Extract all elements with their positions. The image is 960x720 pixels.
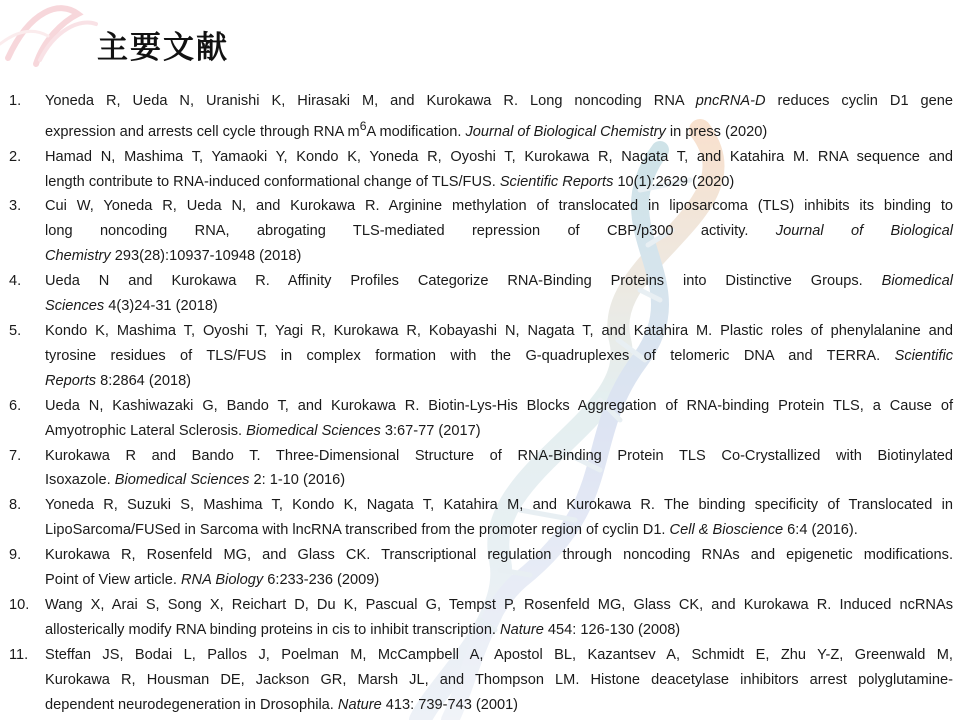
reference-text: long noncoding RNA, abrogating TLS-mediated repression of CBP/p300 activity. (45, 223, 776, 240)
reference-line (45, 294, 953, 319)
reference-text: allosterically modify RNA binding proteins in cis to inhibit transcription. (45, 621, 501, 638)
reference-text: Kondo K, Mashima T, Oyoshi T, Yagi R, Kurokawa R, Kobayashi N, Nagata T, and Katahira M. Plastic roles of phenylalanine and (45, 323, 953, 340)
reference-text: Hamad N, Mashima T, Yamaoki Y, Kondo K, Yoneda R, Oyoshi T, Kurokawa R, Nagata T, and Katahira M. RNA sequence and (45, 148, 953, 165)
reference-number: 4. (9, 273, 22, 290)
reference-line (45, 170, 953, 195)
reference-number: 3. (9, 198, 22, 215)
reference-text: Cui W, Yoneda R, Ueda N, and Kurokawa R. Arginine methylation of translocated in liposarcoma (TLS) inhibits its binding to (45, 198, 953, 215)
journal-name: Chemistry (45, 248, 111, 265)
reference-line (45, 194, 953, 219)
reference-line (45, 518, 953, 543)
reference-number: 8. (9, 497, 22, 514)
reference-number: 1. (9, 93, 22, 109)
reference-line (45, 568, 953, 593)
journal-name: Scientific (894, 347, 953, 364)
reference-text: in press (2020) (665, 123, 768, 140)
reference-line (45, 444, 953, 469)
reference-item (0, 643, 953, 718)
reference-item (0, 444, 953, 494)
reference-item (0, 145, 953, 195)
reference-text: 413: 739-743 (2001) (381, 696, 519, 713)
reference-line (45, 618, 953, 643)
reference-line (45, 468, 953, 493)
reference-number: 7. (9, 447, 22, 464)
reference-text: Point of View article. (45, 572, 182, 589)
reference-line (45, 668, 953, 693)
reference-item (0, 89, 953, 145)
reference-line (45, 593, 953, 618)
reference-item (0, 269, 953, 319)
reference-line (45, 89, 953, 114)
logo-swirl-icon (0, 8, 96, 64)
journal-name: Nature (337, 696, 382, 713)
reference-text: expression and arrests cell cycle through RNA m (45, 123, 360, 140)
reference-line (45, 344, 953, 369)
reference-text: 4(3)24-31 (2018) (104, 298, 218, 315)
reference-text: 3:67-77 (2017) (380, 422, 481, 439)
reference-text: reduces cyclin D1 gene (765, 93, 954, 109)
reference-text: A modification. (366, 123, 466, 140)
journal-name: Scientific Reports (499, 173, 614, 190)
reference-text: 454: 126-130 (2008) (543, 621, 681, 638)
reference-line (45, 244, 953, 269)
reference-item (0, 493, 953, 543)
reference-number: 5. (9, 323, 22, 340)
reference-text: tyrosine residues of TLS/FUS in complex formation with the G-quadruplexes of telomeric DNA and TERRA. (45, 347, 895, 364)
reference-item (0, 194, 953, 269)
reference-text: Kurokawa R, Housman DE, Jackson GR, Marsh JL, and Thompson LM. Histone deacetylase inhibitors arrest polyglutamine- (45, 671, 953, 688)
reference-text: Wang X, Arai S, Song X, Reichart D, Du K, Pascual G, Tempst P, Rosenfeld MG, Glass CK, and Kurokawa R. Induced ncRNAs (45, 596, 953, 613)
reference-text: LipoSarcoma/FUSed in Sarcoma with lncRNA transcribed from the promoter region of cyclin D1. (45, 522, 670, 539)
reference-number: 9. (9, 547, 22, 564)
reference-text: Yoneda R, Suzuki S, Mashima T, Kondo K, Nagata T, Katahira M, and Kurokawa R. The binding specificity of Translocated in (45, 497, 953, 514)
reference-text: 10(1):2629 (2020) (613, 173, 735, 190)
reference-text: 293(28):10937-10948 (2018) (110, 248, 302, 265)
reference-number: 6. (9, 397, 22, 414)
reference-line (45, 543, 953, 568)
reference-line (45, 693, 953, 718)
journal-name: Nature (500, 621, 544, 638)
reference-line (45, 145, 953, 170)
reference-line (45, 643, 953, 668)
reference-text: Kurokawa R and Bando T. Three-Dimensional Structure of RNA-Binding Protein TLS Co-Crystallized with Biotinylated (45, 447, 953, 464)
journal-name: Journal of Biological (775, 223, 953, 240)
page-title: 主要文献 (97, 30, 229, 66)
reference-text: length contribute to RNA-induced conformational change of TLS/FUS. (45, 173, 500, 190)
reference-item (0, 593, 953, 643)
reference-number: 2. (9, 148, 22, 165)
reference-line (45, 369, 953, 394)
reference-line (45, 114, 953, 145)
reference-line (45, 269, 953, 294)
journal-name: pncRNA-D (695, 93, 766, 109)
journal-name: Biomedical Sciences (114, 472, 250, 489)
reference-line (45, 394, 953, 419)
reference-number: 10. (9, 596, 30, 613)
reference-item (0, 543, 953, 593)
reference-text: Steffan JS, Bodai L, Pallos J, Poelman M, McCampbell A, Apostol BL, Kazantsev A, Schmidt E, Zhu Y-Z, Greenwald M, (45, 646, 953, 663)
reference-text: 6:233-236 (2009) (263, 572, 380, 589)
journal-name: Biomedical Sciences (246, 422, 381, 439)
reference-line (45, 319, 953, 344)
reference-text: Ueda N, Kashiwazaki G, Bando T, and Kurokawa R. Biotin-Lys-His Blocks Aggregation of RNA-binding Protein TLS, a Cause of (45, 397, 953, 414)
reference-text: dependent neurodegeneration in Drosophila. (45, 696, 338, 713)
reference-text: Ueda N and Kurokawa R. Affinity Profiles Categorize RNA-Binding Proteins into Distinctive Groups. (45, 273, 882, 290)
reference-text: 2: 1-10 (2016) (249, 472, 346, 489)
reference-line (45, 219, 953, 244)
reference-list (0, 89, 960, 718)
reference-text: Kurokawa R, Rosenfeld MG, and Glass CK. Transcriptional regulation through noncoding RNAs and epigenetic modifications. (45, 547, 953, 564)
reference-text: Isoxazole. (45, 472, 115, 489)
journal-name: Sciences (45, 298, 105, 315)
journal-name: Journal of Biological Chemistry (465, 123, 666, 140)
journal-name: Cell & Bioscience (669, 522, 784, 539)
journal-name: RNA Biology (181, 572, 264, 589)
reference-item (0, 319, 953, 394)
reference-item (0, 394, 953, 444)
reference-text: 6 (359, 118, 367, 133)
reference-line (45, 419, 953, 444)
reference-number: 11. (9, 646, 29, 663)
reference-text: 6:4 (2016). (783, 522, 858, 539)
reference-text: Amyotrophic Lateral Sclerosis. (45, 422, 247, 439)
reference-text: Yoneda R, Ueda N, Uranishi K, Hirasaki M, and Kurokawa R. Long noncoding RNA (45, 93, 696, 109)
journal-name: Reports (45, 372, 97, 389)
reference-text: 8:2864 (2018) (96, 372, 192, 389)
reference-line (45, 493, 953, 518)
journal-name: Biomedical (881, 273, 953, 290)
